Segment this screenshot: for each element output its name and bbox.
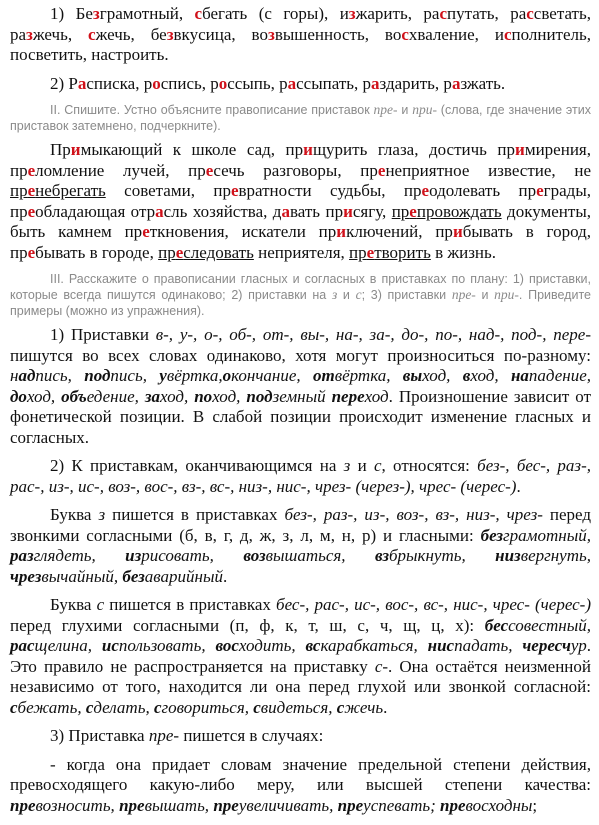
task-3-instruction: III. Расскажите о правописании гласных и согласных в приставках по плану: 1) приставки, которые всегда пишутся одинаково; 2) приставки на з и с; 3) приставки пре- и при-. Приведите примеры (можно из упражнения). — [10, 272, 591, 318]
answer-5: 3) Приставка пре- пишется в случаях: — [50, 726, 324, 745]
exercise1-part2: 2) Расписка, роспись, россыпь, рассыпать, раздарить, разжать. — [50, 73, 506, 93]
answer-2: 2) К приставкам, оканчивающимся на з и с, относятся: без-, бес-, раз-, рас-, из-, ис-, воз-, вос-, вз-, вс-, низ-, нис-, чрез- (через-), чрес- (черес-). — [10, 456, 591, 496]
answer-6: - когда она придает словам значение предельной степени действия, превосходящего какую-либо меру, или высшей степени качества: превозносить, превышать, преувеличивать, преуспевать; превосходны; — [10, 754, 591, 815]
exercise1-part1: 1) Безграмотный, сбегать (с горы), изжарить, распутать, рассветать, разжечь, сжечь, безвкусица, возвышенность, восхваление, исполнитель, посветить, настроить. — [10, 4, 592, 64]
answer-3: Буква з пишется в приставках без-, раз-, из-, воз-, вз-, низ-, чрез- перед звонкими согласными (б, в, г, д, ж, з, л, м, н, р) и гласными: безграмотный, разглядеть, изрисовать, возвышаться, взбрыкнуть, низвергнуть, чрезвычайный, безаварийный. — [10, 505, 591, 586]
exercise2-text: Примыкающий к школе сад, прищурить глаза, достичь примирения, преломление лучей, пресечь разговоры, пренеприятное известие, не пренебрегать советами, превратности судьбы, преодолевать преграды, преобладающая отрасль хозяйства, давать присягу, препровождать документы, быть камнем преткновения, искатели приключений, прибывать в город, пребывать в городе, преследовать неприятеля, претворить в жизнь. — [10, 140, 592, 262]
task-2-instruction: II. Спишите. Устно объясните правописание приставок пре- и при- (слова, где значение этих приставок затемнено, подчеркните). — [10, 102, 591, 133]
answer-1: 1) Приставки в-, у-, о-, об-, от-, вы-, на-, за-, до-, по-, над-, под-, пере- пишутся во всех словах одинаково, хотя могут произноситься по-разному: надпись, подпись, увёртка,окончание, отвёртка, выход, вход, нападение, доход, объедение, заход, поход, подземный переход. Произношение зависит от фонетической позиции. В слабой позиции происходит изменение гласных и согласных. — [10, 325, 591, 447]
answer-4: Буква с пишется в приставках бес-, рас-, ис-, вос-, вс-, нис-, чрес- (черес-) перед глухими согласными (п, ф, к, т, ш, с, ч, щ, ц, х): бессовестный, расщелина, использовать, восходить, вскарабкаться, ниспадать, чересчур. Это правило не распространяется на приставку с-. Она остаётся неизменной независимо от того, находится ли она перед глухой или звонкой согласной: сбежать, сделать, сговориться, свидеться, сжечь. — [10, 595, 592, 717]
